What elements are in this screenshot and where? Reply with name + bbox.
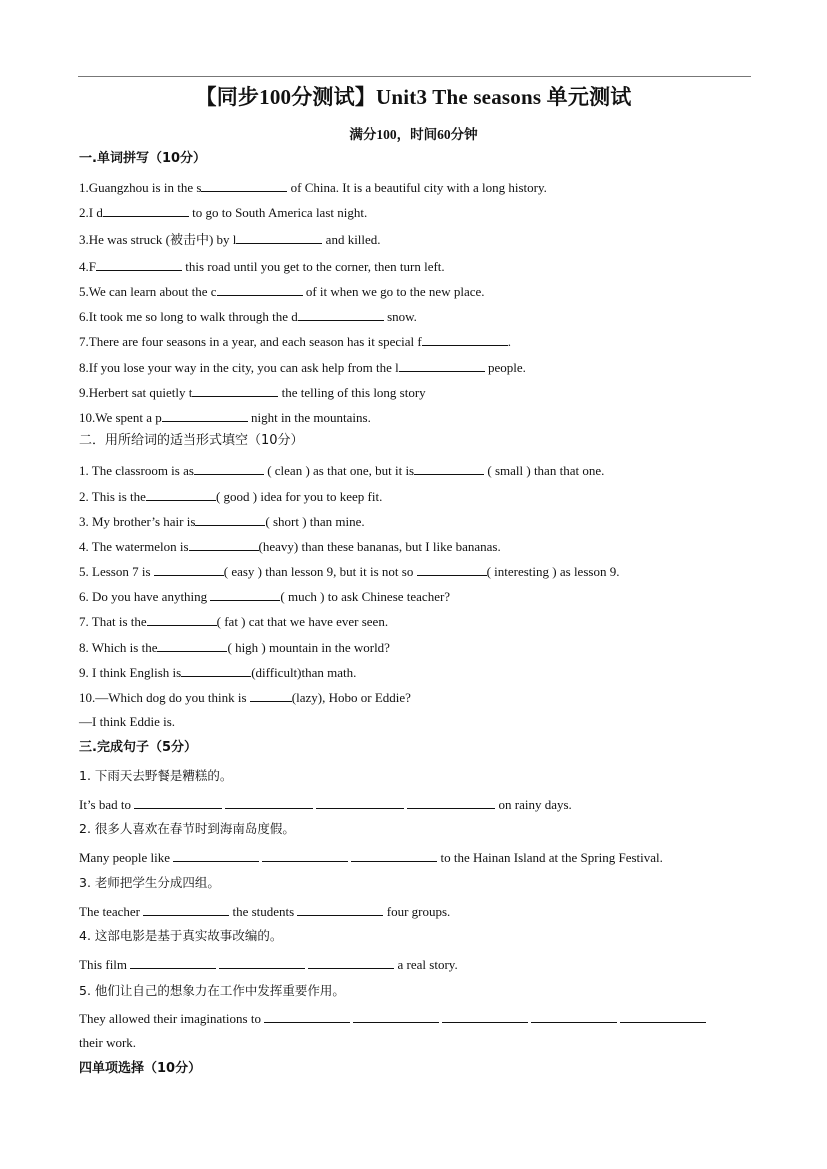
answer-blank[interactable]: [162, 409, 248, 422]
answer-blank[interactable]: [316, 796, 404, 809]
answer-blank[interactable]: [250, 689, 292, 702]
section2-item: 1. The classroom is as ( clean ) as that one, but it is ( small ) than that one.: [79, 463, 605, 478]
answer-blank[interactable]: [181, 664, 251, 677]
section3-answer-line: They allowed their imaginations to: [79, 1010, 706, 1027]
section2-item: 2. This is the ( good ) idea for you to keep fit.: [79, 489, 383, 504]
answer-blank[interactable]: [189, 538, 259, 551]
answer-blank[interactable]: [298, 308, 384, 321]
section2-item: —I think Eddie is.: [79, 714, 176, 729]
answer-blank[interactable]: [157, 639, 227, 652]
section1-item: 6.It took me so long to walk through the d snow.: [79, 309, 417, 324]
section2-heading: 二．用所给词的适当形式填空（10分）: [79, 433, 304, 448]
section2-item: 3. My brother’s hair is ( short ) than mine.: [79, 514, 365, 529]
answer-blank[interactable]: [154, 563, 224, 576]
section3-prompt: 2. 很多人喜欢在春节时到海南岛度假。: [79, 821, 295, 836]
section2-item: 10.—Which dog do you think is (lazy), Hobo or Eddie?: [79, 690, 411, 705]
answer-blank[interactable]: [173, 849, 259, 862]
answer-blank[interactable]: [147, 613, 217, 626]
section1-item: 8.If you lose your way in the city, you can ask help from the l people.: [79, 360, 526, 375]
section1-item: 1.Guangzhou is in the s of China. It is a beautiful city with a long history.: [79, 180, 547, 195]
answer-blank[interactable]: [219, 956, 305, 969]
answer-blank[interactable]: [308, 956, 394, 969]
answer-blank[interactable]: [217, 283, 303, 296]
section1-item: 2.I d to go to South America last night.: [79, 205, 368, 220]
answer-blank[interactable]: [236, 231, 322, 244]
section3-answer-line: It’s bad to on rainy days.: [79, 797, 572, 812]
answer-blank[interactable]: [264, 1010, 350, 1023]
answer-blank[interactable]: [103, 204, 189, 217]
answer-blank[interactable]: [130, 956, 216, 969]
answer-blank[interactable]: [351, 849, 437, 862]
answer-blank[interactable]: [442, 1010, 528, 1023]
section2-item: 7. That is the ( fat ) cat that we have ever seen.: [79, 614, 389, 629]
section1-item: 4.F this road until you get to the corner, then turn left.: [79, 259, 445, 274]
answer-blank[interactable]: [143, 903, 229, 916]
section3-prompt: 3. 老师把学生分成四组。: [79, 875, 220, 890]
answer-blank[interactable]: [417, 563, 487, 576]
section3-answer-line: The teacher the students four groups.: [79, 904, 451, 919]
answer-blank[interactable]: [146, 488, 216, 501]
section2-item: 5. Lesson 7 is ( easy ) than lesson 9, but it is not so ( interesting ) as lesson 9.: [79, 564, 620, 579]
section1-item: 7.There are four seasons in a year, and each season has it special f .: [79, 334, 511, 349]
section2-item: 6. Do you have anything ( much ) to ask Chinese teacher?: [79, 589, 451, 604]
answer-blank[interactable]: [422, 333, 508, 346]
section1-heading: 一.单词拼写（10分）: [79, 151, 207, 166]
section3-answer-line: This film a real story.: [79, 957, 458, 972]
answer-blank[interactable]: [414, 462, 484, 475]
answer-blank[interactable]: [531, 1010, 617, 1023]
answer-blank[interactable]: [96, 258, 182, 271]
answer-blank[interactable]: [407, 796, 495, 809]
answer-blank[interactable]: [297, 903, 383, 916]
section2-item: 4. The watermelon is (heavy) than these bananas, but I like bananas.: [79, 539, 501, 554]
answer-blank[interactable]: [201, 179, 287, 192]
page-subtitle: 满分100，时间60分钟: [349, 127, 478, 142]
answer-blank[interactable]: [192, 384, 278, 397]
section3-prompt: 4. 这部电影是基于真实故事改编的。: [79, 928, 283, 943]
answer-blank[interactable]: [134, 796, 222, 809]
section3-prompt: 5. 他们让自己的想象力在工作中发挥重要作用。: [79, 983, 345, 998]
section3-heading: 三.完成句子（5分）: [79, 740, 197, 755]
answer-blank[interactable]: [620, 1010, 706, 1023]
header-rule: [78, 76, 751, 77]
answer-blank[interactable]: [262, 849, 348, 862]
answer-blank[interactable]: [399, 359, 485, 372]
section2-item: 9. I think English is (difficult)than math.: [79, 665, 357, 680]
section4-heading: 四单项选择（10分）: [79, 1061, 202, 1076]
section1-item: 3.He was struck (被击中) by l and killed.: [79, 232, 381, 247]
answer-blank[interactable]: [210, 588, 280, 601]
section2-item: 8. Which is the ( high ) mountain in the world?: [79, 640, 390, 655]
section3-answer-line: Many people like to the Hainan Island at the Spring Festival.: [79, 850, 663, 865]
section3-prompt: 1. 下雨天去野餐是糟糕的。: [79, 768, 233, 783]
page-title: 【同步100分测试】Unit3 The seasons 单元测试: [195, 85, 632, 109]
section1-item: 5.We can learn about the c of it when we go to the new place.: [79, 284, 485, 299]
answer-blank[interactable]: [195, 513, 265, 526]
answer-blank[interactable]: [353, 1010, 439, 1023]
section1-item: 9.Herbert sat quietly t the telling of this long story: [79, 385, 426, 400]
answer-blank[interactable]: [225, 796, 313, 809]
section3-continuation: their work.: [79, 1035, 137, 1050]
section1-item: 10.We spent a p night in the mountains.: [79, 410, 371, 425]
answer-blank[interactable]: [194, 462, 264, 475]
